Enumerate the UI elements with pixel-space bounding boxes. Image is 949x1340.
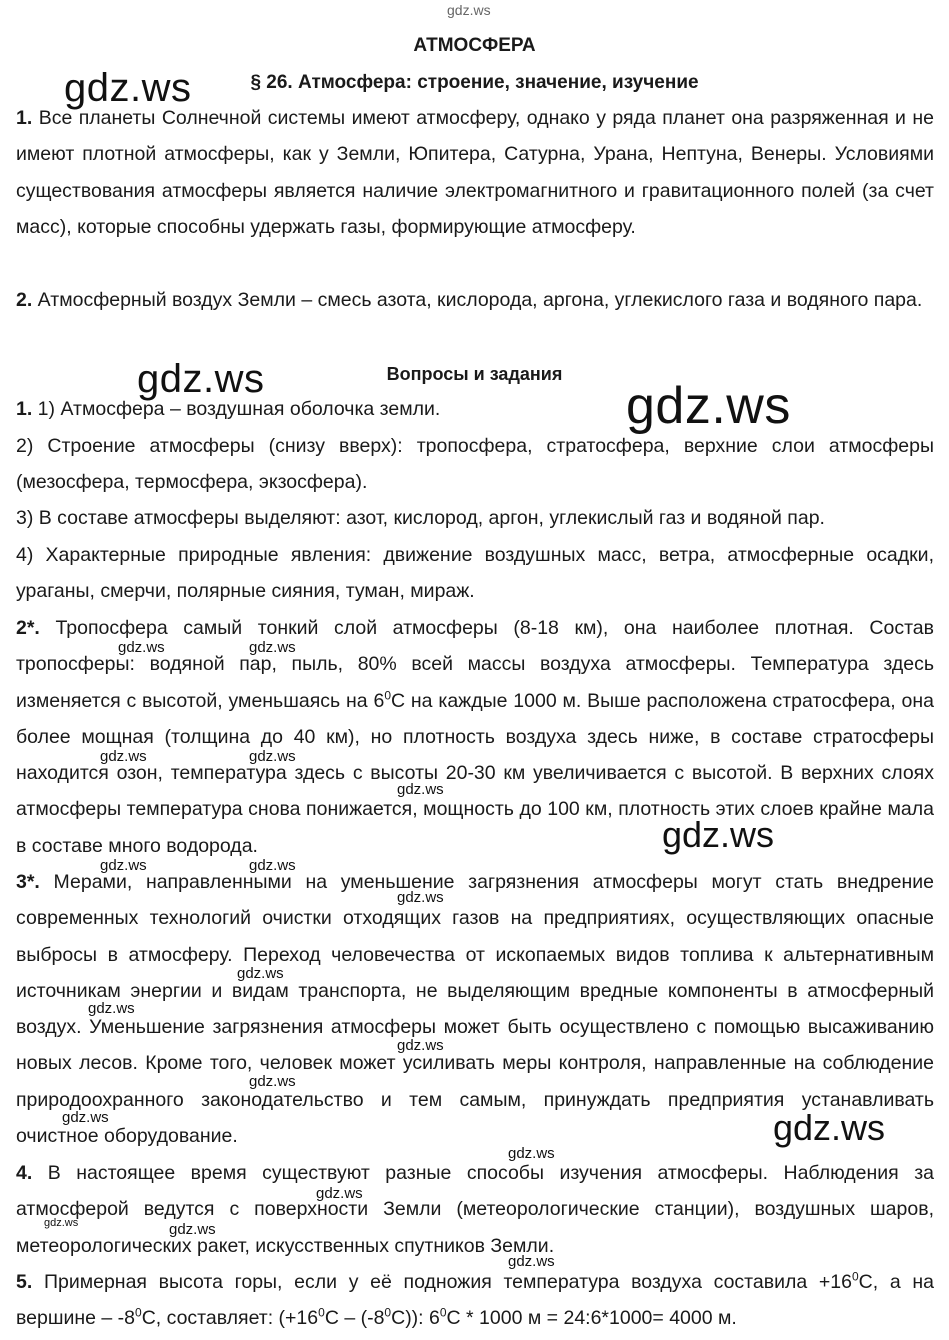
answer-1-line-1: [16, 391, 934, 427]
watermark: gdz.ws: [100, 857, 147, 874]
answer-1-line-4: 4) Характерные природные явления: движение воздушных масс, ветра, атмосферные осадки, ураганы, смерчи, полярные сияния, туман, мираж.: [16, 544, 934, 603]
paragraph-number: 2.: [16, 289, 33, 311]
answer-number: 1.: [16, 398, 33, 420]
watermark: gdz.ws: [88, 1000, 135, 1017]
intro-paragraph-1: [16, 100, 934, 245]
answer-text: С * 1000 м = 24:6*1000= 4000 м.: [446, 1307, 737, 1330]
degree-superscript: 0: [135, 1305, 142, 1320]
answer-3: [16, 864, 934, 1154]
degree-superscript: 0: [439, 1305, 447, 1320]
watermark: gdz.ws: [397, 1037, 444, 1054]
paragraph-number: 1.: [16, 107, 33, 129]
watermark: gdz.ws: [773, 1107, 886, 1148]
answer-number: 4.: [16, 1162, 33, 1184]
paragraph-text: Все планеты Солнечной системы имеют атмосферу, однако у ряда планет она разряженная и не имеют плотной атмосферы, как у Земли, Юпитера, Сатурна, Урана, Нептуна, Венеры. Условиями существования атмосферы является наличие электромагнитного и гравитационного полей (за счет масс), которые способны удержать газы, формирующие атмосферу.: [16, 107, 934, 238]
degree-superscript: 0: [318, 1305, 325, 1320]
answer-5: [16, 1264, 934, 1337]
answer-text: С – (-8: [324, 1307, 385, 1330]
answer-text: С, составляет: (+16: [141, 1307, 319, 1330]
intro-paragraph-2: [16, 282, 934, 318]
answer-text: С на каждые 1000 м. Выше расположена стратосфера, она более мощная (толщина до 40 км), но плотность воздуха здесь ниже, в составе стратосферы находится озон, температура здесь с высоты 20-30 км увеличивается с высотой. В верхних слоях атмосферы температура снова понижается, мощность до 100 км, плотность этих слоев крайне мала в составе много водорода.: [16, 689, 935, 857]
answer-text: Примерная высота горы, если у её подножия температура воздуха составила +16: [32, 1271, 852, 1293]
watermark: gdz.ws: [62, 1109, 109, 1126]
watermark: gdz.ws: [64, 66, 192, 110]
watermark: gdz.ws: [249, 857, 296, 874]
watermark: gdz.ws: [662, 814, 775, 855]
watermark: gdz.ws: [397, 781, 444, 798]
answer-text: С, а на вершине – -8: [16, 1271, 935, 1330]
questions-heading: Вопросы и задания: [386, 364, 563, 384]
watermark: gdz.ws: [137, 357, 265, 401]
watermark: gdz.ws: [316, 1185, 363, 1202]
watermark: gdz.ws: [249, 639, 296, 656]
watermark: gdz.ws: [249, 748, 296, 765]
paragraph-text: Атмосферный воздух Земли – смесь азота, кислорода, аргона, углекислого газа и водяного пара.: [32, 289, 923, 311]
watermark: gdz.ws: [397, 889, 444, 906]
watermark: gdz.ws: [249, 1073, 296, 1090]
answer-text: В настоящее время существуют разные способы изучения атмосферы. Наблюдения за атмосферой ведутся с поверхности Земли (метеорологические станции), воздушных шаров, метеорологических ракет, искусственных спутников Земли.: [16, 1162, 934, 1257]
answer-number: 2*.: [16, 617, 40, 639]
answer-number: 5.: [16, 1271, 33, 1293]
answer-number: 3*.: [16, 871, 40, 893]
page-title: АТМОСФЕРА: [413, 35, 536, 56]
watermark: gdz.ws: [118, 639, 165, 656]
watermark: gdz.ws: [237, 965, 284, 982]
watermark: gdz.ws: [508, 1253, 555, 1270]
degree-superscript: 0: [384, 1305, 392, 1320]
watermark: gdz.ws: [508, 1145, 555, 1162]
answer-2: [16, 610, 934, 864]
watermark-top: gdz.ws: [447, 2, 491, 18]
degree-superscript: 0: [851, 1269, 859, 1284]
watermark: gdz.ws: [100, 748, 147, 765]
answer-4: [16, 1155, 934, 1264]
watermark: gdz.ws: [169, 1221, 216, 1238]
answer-text: 1) Атмосфера – воздушная оболочка земли.: [32, 398, 441, 420]
answer-1-line-3: 3) В составе атмосферы выделяют: азот, кислород, аргон, углекислый газ и водяной пар.: [16, 507, 825, 529]
watermark: gdz.ws: [626, 377, 791, 435]
watermark: gdz.ws: [44, 1217, 79, 1229]
answer-text: Тропосфера самый тонкий слой атмосферы (8-18 км), она наиболее плотная. Состав тропосферы: водяной пар, пыль, 80% всей массы воздуха атмосферы. Температура здесь изменяется с высотой, уменьшаясь на 6: [16, 617, 934, 712]
section-subtitle: § 26. Атмосфера: строение, значение, изучение: [250, 72, 699, 93]
answer-1-line-2: 2) Строение атмосферы (снизу вверх): тропосфера, стратосфера, верхние слои атмосферы (мезосфера, термосфера, экзосфера).: [16, 435, 934, 494]
answer-text: Мерами, направленными на уменьшение загрязнения атмосферы могут стать внедрение современных технологий очистки отходящих газов на предприятиях, осуществляющих опасные выбросы в атмосферу. Переход человечества от ископаемых видов топлива к альтернативным источникам энергии и видам транспорта, не выделяющим вредные компоненты в атмосферный воздух. Уменьшение загрязнения атмосферы может быть осуществлено с помощью высаживанию новых лесов. Кроме того, человек может усиливать меры контроля, направленные на соблюдение природоохранного законодательство и тем самым, принуждать предприятия устанавливать очистное оборудование.: [16, 871, 934, 1148]
degree-superscript: 0: [384, 688, 391, 703]
answer-text: С)): 6: [391, 1307, 440, 1330]
